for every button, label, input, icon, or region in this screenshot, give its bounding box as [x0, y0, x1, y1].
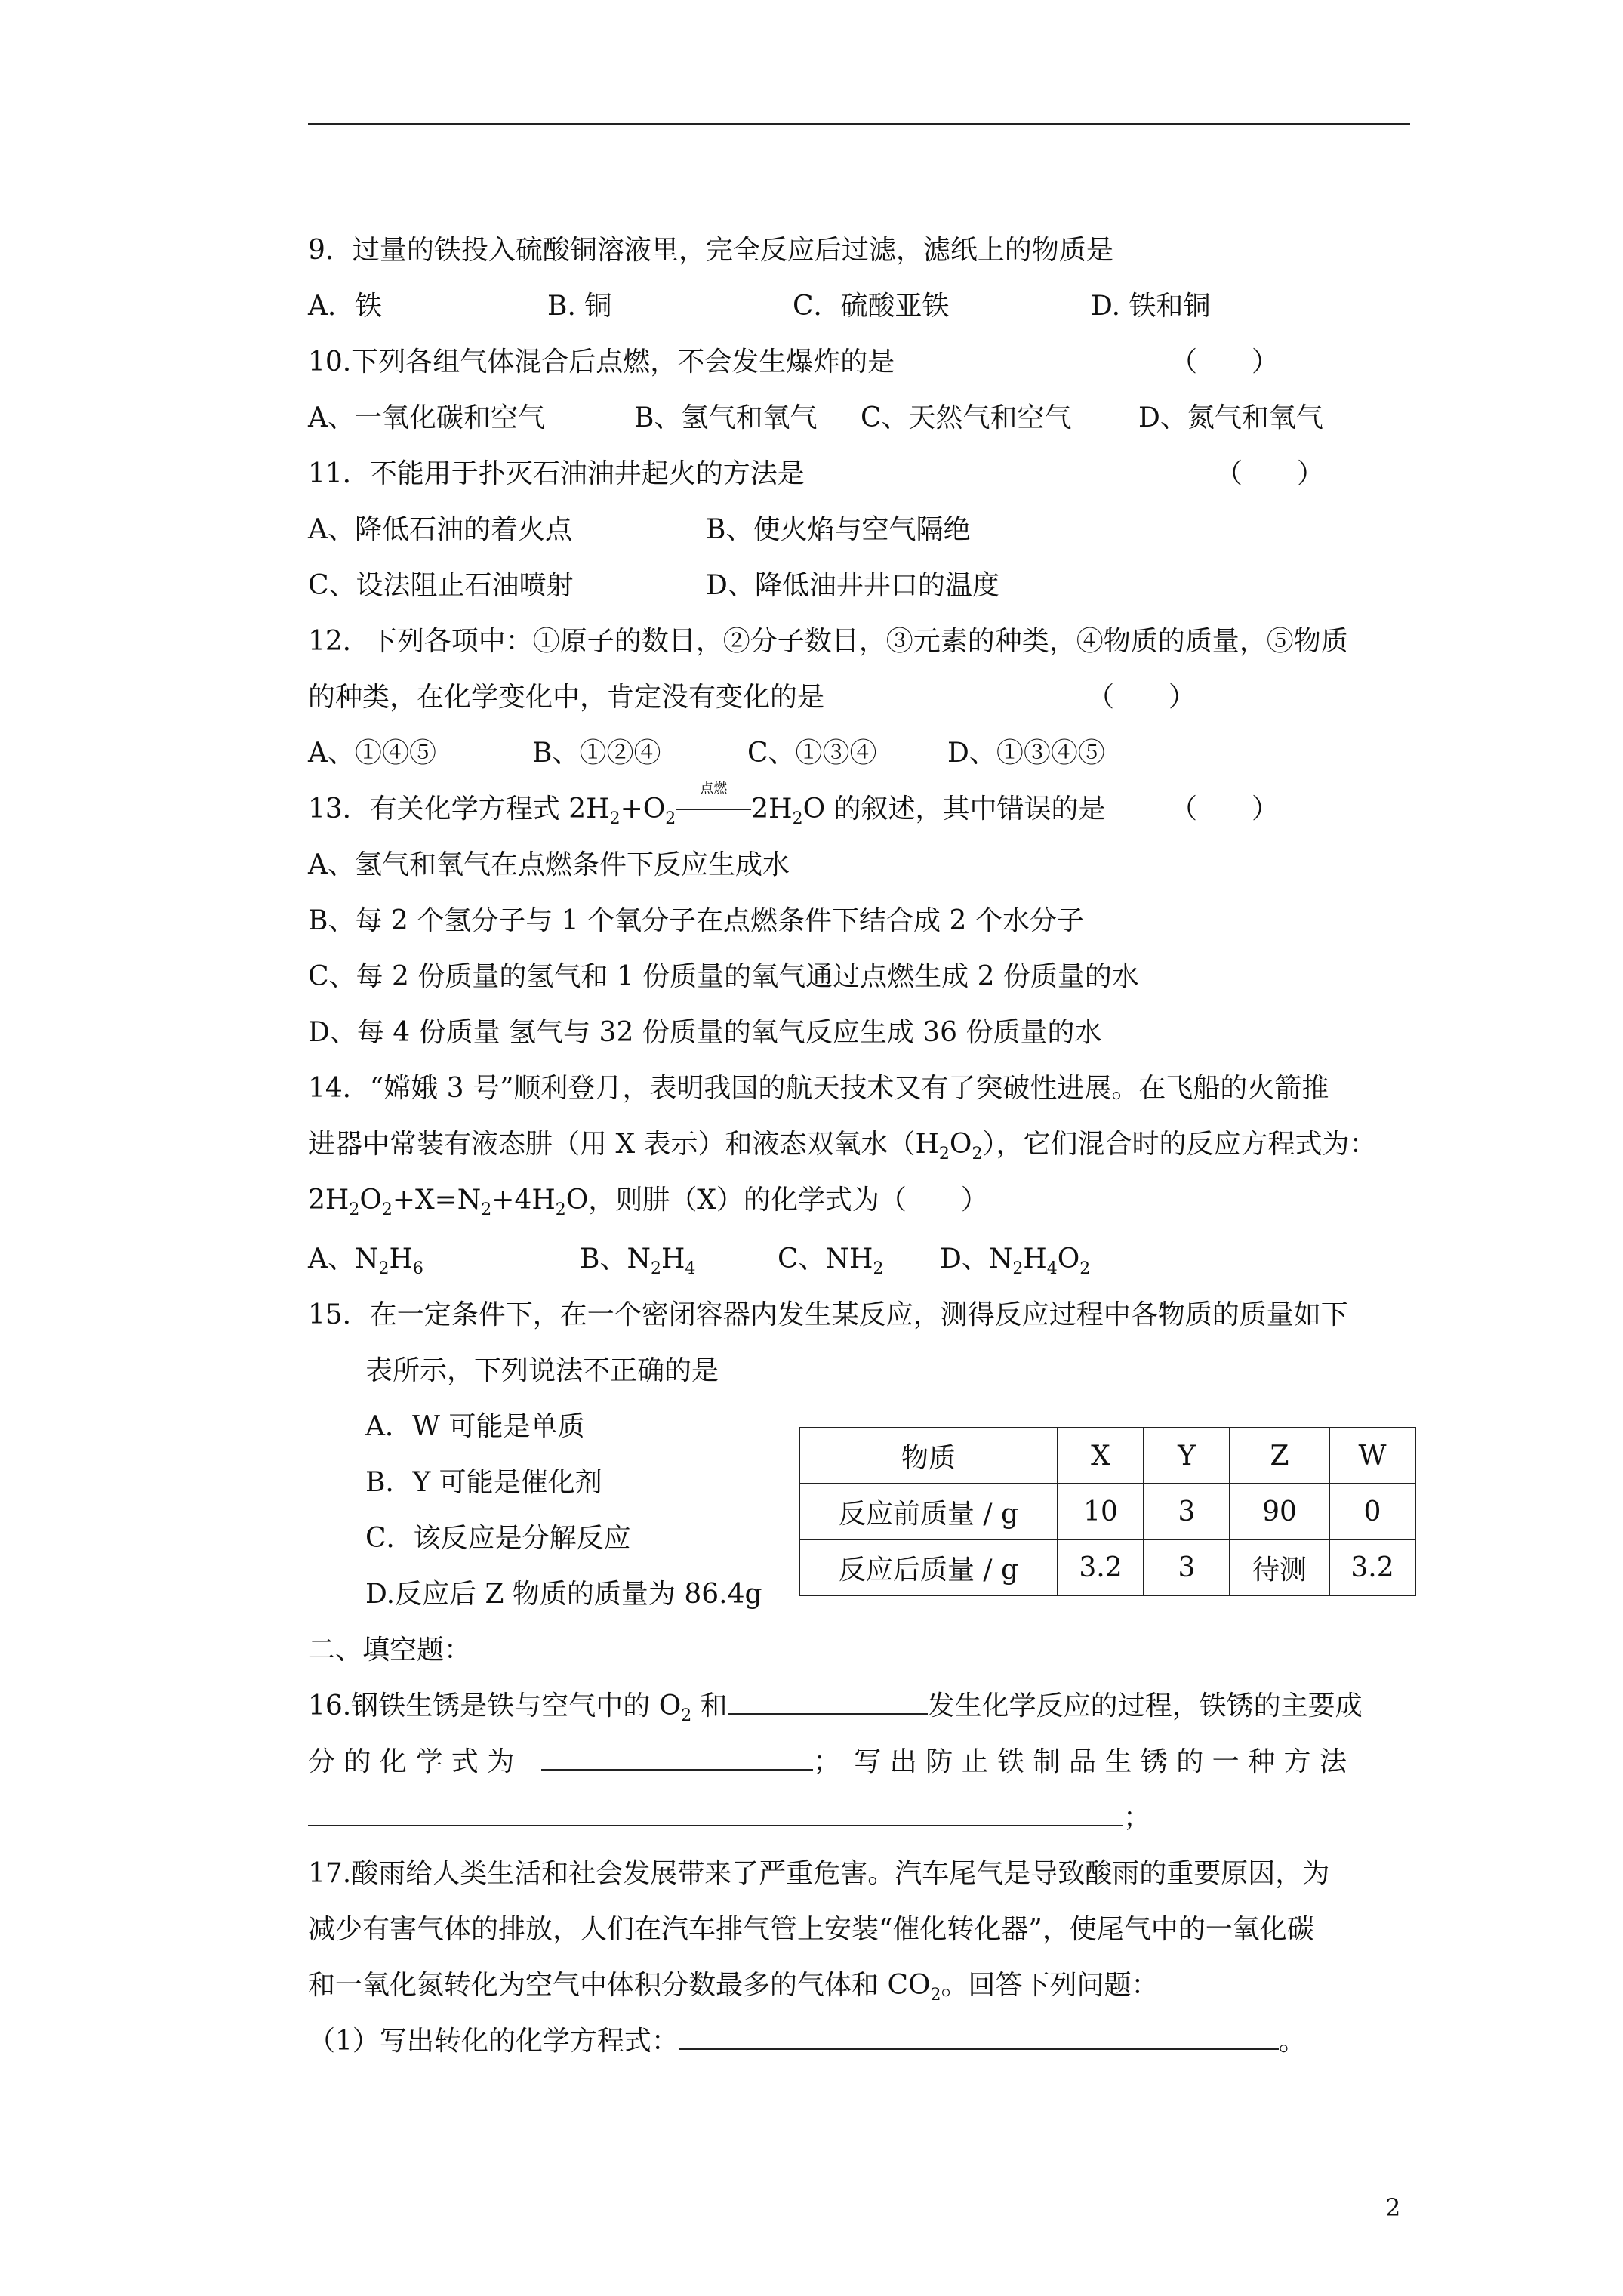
- table-cell: 3.2: [1058, 1539, 1144, 1595]
- table-row: [799, 1484, 1415, 1539]
- q10-option-a: A、一氧化碳和空气: [308, 402, 545, 433]
- q15-option-b: B．Y 可能是催化剂: [365, 1467, 602, 1498]
- q13-stem: 13．有关化学方程式 $2H_2+O_2$ 点燃 $2H_2O$ 的叙述，其中错误的是: [308, 781, 1106, 829]
- q15-stem-line1: 15．在一定条件下，在一个密闭容器内发生某反应，测得反应过程中各物质的质量如下: [308, 1299, 1348, 1330]
- q10-option-c: C、天然气和空气: [861, 402, 1072, 433]
- q17-line3: 和一氧化氮转化为空气中体积分数最多的气体和 $CO_2$。回答下列问题：: [308, 1970, 1159, 2005]
- q11-option-c: C、设法阻止石油喷射: [308, 570, 574, 601]
- table-cell: W: [1329, 1428, 1415, 1484]
- q17-blank-equation[interactable]: [679, 2026, 1279, 2050]
- q12-option-b: B、①②④: [532, 738, 661, 769]
- table-cell: 待测: [1230, 1539, 1329, 1595]
- q9-option-a: A．铁: [308, 291, 382, 322]
- q11-stem: 11．不能用于扑灭石油油井起火的方法是: [308, 458, 805, 489]
- q12-stem-line1: 12．下列各项中：①原子的数目，②分子数目，③元素的种类，④物质的质量，⑤物质: [308, 626, 1348, 657]
- q15-option-a: A．W 可能是单质: [365, 1411, 585, 1442]
- q11-option-d: D、降低油井井口的温度: [706, 570, 999, 601]
- q16-blank-1[interactable]: [728, 1690, 928, 1715]
- q14-stem-line2: 进器中常装有液态肼（用 X 表示）和液态双氧水$(H_2O_2)$，它们混合时的反应方程式为：: [308, 1129, 1377, 1164]
- q15-stem-line2: 表所示，下列说法不正确的是: [365, 1355, 719, 1386]
- q9-option-b: B. 铜: [547, 291, 612, 322]
- q13-reaction-arrow: 点燃: [676, 793, 751, 826]
- table-cell: 3.2: [1329, 1539, 1415, 1595]
- q13-option-a: A、氢气和氧气在点燃条件下反应生成水: [308, 849, 790, 880]
- q16-line1: 16.钢铁生锈是铁与空气中的 $O_2$ 和 发生化学反应的过程，铁锈的主要成: [308, 1690, 1363, 1726]
- table-cell: Y: [1144, 1428, 1230, 1484]
- q17-line2: 减少有害气体的排放，人们在汽车排气管上安装“催化转化器”，使尾气中的一氧化碳: [308, 1914, 1314, 1945]
- q9-option-d: D. 铁和铜: [1091, 291, 1211, 322]
- q15-option-c: C．该反应是分解反应: [365, 1523, 631, 1554]
- q16-line3: ；: [308, 1801, 1150, 1835]
- section-heading-fill-in: 二、填空题：: [308, 1635, 472, 1666]
- q11-option-a: A、降低石油的着火点: [308, 514, 572, 545]
- q9-stem: 9．过量的铁投入硫酸铜溶液里，完全反应后过滤，滤纸上的物质是: [308, 235, 1113, 266]
- q13-option-b: B、每 2 个氢分子与 1 个氧分子在点燃条件下结合成 2 个水分子: [308, 905, 1084, 936]
- q14-stem-line1: 14．“嫦娥 3 号”顺利登月，表明我国的航天技术又有了突破性进展。在飞船的火箭推: [308, 1073, 1329, 1104]
- table-cell: 物质: [799, 1428, 1058, 1484]
- q16-line2: 分 的 化 学 式 为 ； 写 出 防 止 铁 制 品 生 锈 的 一 种 方 法: [308, 1746, 1347, 1777]
- q12-option-d: D、①③④⑤: [947, 738, 1105, 769]
- q16-blank-2[interactable]: [541, 1746, 813, 1771]
- header-rule: [308, 123, 1410, 125]
- table-cell: 3: [1144, 1539, 1230, 1595]
- q11-option-b: B、使火焰与空气隔绝: [706, 514, 971, 545]
- q12-option-a: A、①④⑤: [308, 738, 436, 769]
- table-row: [799, 1539, 1415, 1595]
- q13-answer-paren: （ ）: [1170, 794, 1280, 824]
- q17-line4: （1）写出转化的化学方程式： 。: [308, 2026, 1306, 2057]
- q10-answer-paren: （ ）: [1170, 347, 1280, 378]
- q13-option-d: D、每 4 份质量 氢气与 32 份质量的氧气反应生成 36 份质量的水: [308, 1017, 1102, 1048]
- table-cell: 0: [1329, 1484, 1415, 1539]
- q10-option-d: D、氮气和氧气: [1138, 402, 1323, 433]
- table-cell: 3: [1144, 1484, 1230, 1539]
- q14-stem-line3: $2H_2O_2+X=N_2+4H_2O$，则肼（X）的化学式为（ ）: [308, 1185, 988, 1220]
- q12-answer-paren: （ ）: [1087, 682, 1196, 713]
- q10-stem: 10.下列各组气体混合后点燃，不会发生爆炸的是: [308, 347, 895, 378]
- table-cell: Z: [1230, 1428, 1329, 1484]
- table-header-row: [799, 1428, 1415, 1484]
- table-cell: 10: [1058, 1484, 1144, 1539]
- q12-option-c: C、①③④: [747, 738, 877, 769]
- q13-option-c: C、每 2 份质量的氢气和 1 份质量的氧气通过点燃生成 2 份质量的水: [308, 961, 1139, 992]
- q14-option-a: A、$N_2H_6$: [308, 1244, 423, 1279]
- q15-option-d: D.反应后 Z 物质的质量为 86.4g: [365, 1579, 762, 1610]
- q11-answer-paren: （ ）: [1215, 458, 1325, 489]
- q16-blank-3[interactable]: [308, 1802, 1123, 1826]
- q9-option-c: C．硫酸亚铁: [793, 291, 950, 322]
- q15-mass-table: [799, 1427, 1416, 1596]
- q12-stem-line2: 的种类，在化学变化中，肯定没有变化的是: [308, 682, 825, 713]
- q14-option-c: C、$NH_2$: [778, 1244, 884, 1279]
- q10-option-b: B、氢气和氧气: [634, 402, 818, 433]
- table-cell: 反应前质量 / g: [799, 1484, 1058, 1539]
- table-cell: 反应后质量 / g: [799, 1539, 1058, 1595]
- table-cell: X: [1058, 1428, 1144, 1484]
- q14-option-d: D、$N_2H_4O_2$: [940, 1244, 1091, 1279]
- page-number: 2: [1385, 2193, 1401, 2222]
- q17-line1: 17.酸雨给人类生活和社会发展带来了严重危害。汽车尾气是导致酸雨的重要原因，为: [308, 1858, 1330, 1889]
- table-cell: 90: [1230, 1484, 1329, 1539]
- q14-option-b: B、$N_2H_4$: [580, 1244, 696, 1279]
